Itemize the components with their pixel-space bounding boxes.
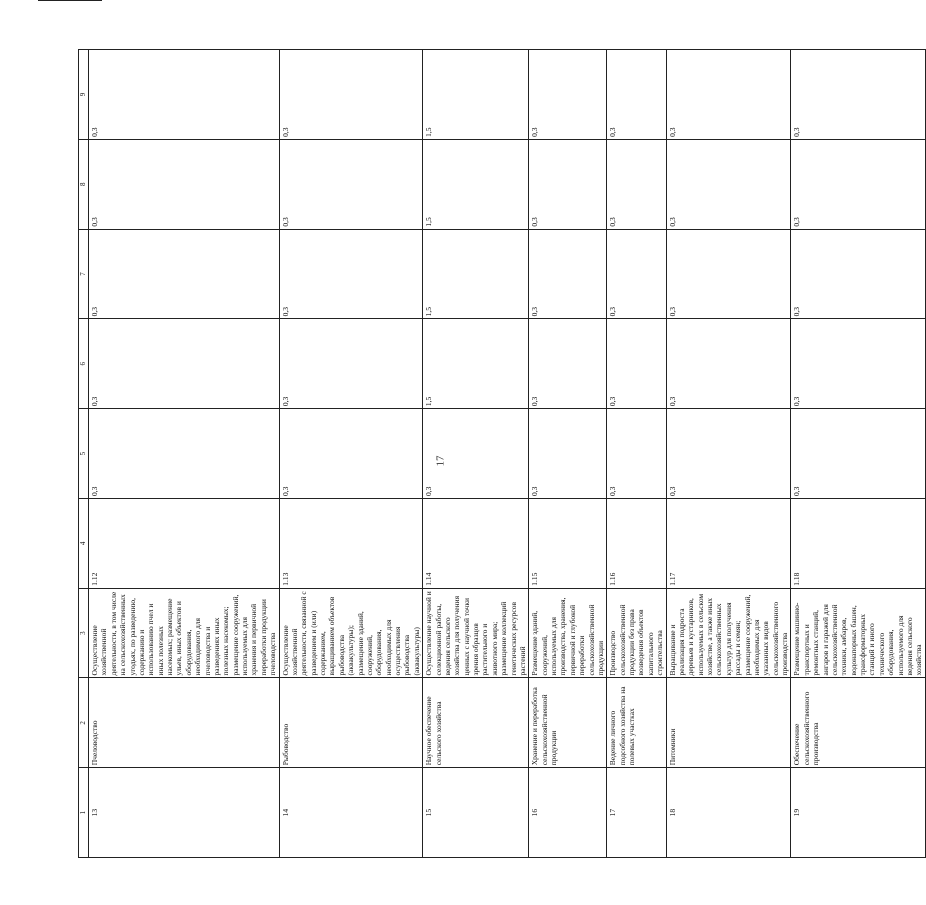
row-value-col6: 0,3 xyxy=(666,319,791,409)
row-description: Размещение машинно-транспортных и ремонтных станций, ангаров и гаражей для сельскохозяйственной техники, амбаров, водонапорных башен, трансформаторных станций и иного технического оборудования, используемого для ведения сельского хозяйства xyxy=(791,588,925,678)
row-value-col5: 0,3 xyxy=(607,409,666,499)
table-row xyxy=(423,50,529,858)
column-header: 3 xyxy=(79,588,89,678)
rotated-table-container xyxy=(78,49,924,858)
row-value-col9: 1,5 xyxy=(423,50,529,140)
row-value-col5: 0,3 xyxy=(423,409,529,499)
row-number: 16 xyxy=(529,768,607,858)
row-value-col5: 0,3 xyxy=(791,409,925,499)
column-header: 1 xyxy=(79,768,89,858)
row-value-col9: 0,3 xyxy=(666,50,791,140)
row-value-col6: 0,3 xyxy=(607,319,666,409)
column-header: 8 xyxy=(79,139,89,229)
row-description: Размещение зданий, сооружений, используемых для производства, хранения, первичной и глубокой переработки сельскохозяйственной продукции xyxy=(529,588,607,678)
row-code: 1.14 xyxy=(423,498,529,588)
row-value-col8: 0,3 xyxy=(791,139,925,229)
table-row xyxy=(791,50,925,858)
row-name: Пчеловодство xyxy=(89,678,280,768)
column-header: 7 xyxy=(79,229,89,319)
row-name: Научное обеспечение сельского хозяйства xyxy=(423,678,529,768)
column-header: 9 xyxy=(79,50,89,140)
row-code: 1.17 xyxy=(666,498,791,588)
row-value-col9: 0,3 xyxy=(279,50,423,140)
row-value-col8: 0,3 xyxy=(279,139,423,229)
column-header: 4 xyxy=(79,498,89,588)
row-value-col7: 0,3 xyxy=(607,229,666,319)
row-value-col9: 0,3 xyxy=(529,50,607,140)
row-description: Осуществление научной и селекционной работы, ведения сельского хозяйства для получения ценных с научной точки зрения образцов растительного и животного мира; размещение коллекций генетических ресурсов растений xyxy=(423,588,529,678)
table-header-row xyxy=(79,50,89,858)
row-description: Выращивание и реализация подроста деревьев и кустарников, используемых в сельском хозяйстве, а также иных сельскохозяйственных культур для получения рассады и семян; размещение сооружений, необходимых для указанных видов сельскохозяйственного производства xyxy=(666,588,791,678)
table-row xyxy=(89,50,280,858)
row-value-col7: 0,3 xyxy=(666,229,791,319)
row-name: Ведение личного подсобного хозяйства на полевых участках xyxy=(607,678,666,768)
row-number: 13 xyxy=(89,768,280,858)
row-number: 18 xyxy=(666,768,791,858)
row-value-col9: 0,3 xyxy=(89,50,280,140)
row-value-col6: 0,3 xyxy=(529,319,607,409)
table-row xyxy=(607,50,666,858)
row-number: 15 xyxy=(423,768,529,858)
row-value-col5: 0,3 xyxy=(279,409,423,499)
row-value-col7: 0,3 xyxy=(529,229,607,319)
row-value-col5: 0,3 xyxy=(89,409,280,499)
column-header: 6 xyxy=(79,319,89,409)
row-name: Рыбоводство xyxy=(279,678,423,768)
row-description: Производство сельскохозяйственной продукции без права возведения объектов капитального строительства xyxy=(607,588,666,678)
row-value-col8: 1,5 xyxy=(423,139,529,229)
row-code: 1.12 xyxy=(89,498,280,588)
row-value-col8: 0,3 xyxy=(666,139,791,229)
row-name: Хранение и переработка сельскохозяйственной продукции xyxy=(529,678,607,768)
row-value-col6: 0,3 xyxy=(89,319,280,409)
row-value-col5: 0,3 xyxy=(529,409,607,499)
row-value-col7: 0,3 xyxy=(279,229,423,319)
land-use-table xyxy=(78,49,926,858)
table-row xyxy=(279,50,423,858)
page-number: 17 xyxy=(434,455,447,467)
row-value-col7: 0,3 xyxy=(791,229,925,319)
row-code: 1.16 xyxy=(607,498,666,588)
row-name: Питомники xyxy=(666,678,791,768)
column-header: 5 xyxy=(79,409,89,499)
top-rule xyxy=(38,0,102,1)
table-row xyxy=(529,50,607,858)
row-value-col9: 0,3 xyxy=(607,50,666,140)
row-value-col8: 0,3 xyxy=(607,139,666,229)
row-value-col8: 0,3 xyxy=(89,139,280,229)
row-value-col5: 0,3 xyxy=(666,409,791,499)
row-number: 17 xyxy=(607,768,666,858)
row-value-col6: 1,5 xyxy=(423,319,529,409)
row-value-col9: 0,3 xyxy=(791,50,925,140)
row-value-col7: 0,3 xyxy=(89,229,280,319)
row-number: 14 xyxy=(279,768,423,858)
row-code: 1.18 xyxy=(791,498,925,588)
row-code: 1.15 xyxy=(529,498,607,588)
column-header: 2 xyxy=(79,678,89,768)
row-value-col7: 1,5 xyxy=(423,229,529,319)
row-value-col8: 0,3 xyxy=(529,139,607,229)
row-number: 19 xyxy=(791,768,925,858)
row-description: Осуществление хозяйственной деятельности, связанной с разведением и (или) содержанием, выращиванием объектов рыбоводства (аквакультуры); размещение зданий, сооружений, оборудования, необходимых для осуществления рыбоводства (аквакультуры) xyxy=(279,588,423,678)
table-row xyxy=(666,50,791,858)
row-description: Осуществление хозяйственной деятельности, в том числе на сельскохозяйственных угодьях, по разведению, содержанию и использованию пчел и иных полезных насекомых; размещение ульев, иных объектов и оборудования, необходимого для пчеловодства и разведениях иных полезных насекомых; размещение сооружений, используемых для хранения и первичной переработки продукции пчеловодства xyxy=(89,588,280,678)
row-value-col6: 0,3 xyxy=(791,319,925,409)
row-name: Обеспечение сельскохозяйственного производства xyxy=(791,678,925,768)
row-value-col6: 0,3 xyxy=(279,319,423,409)
row-code: 1.13 xyxy=(279,498,423,588)
